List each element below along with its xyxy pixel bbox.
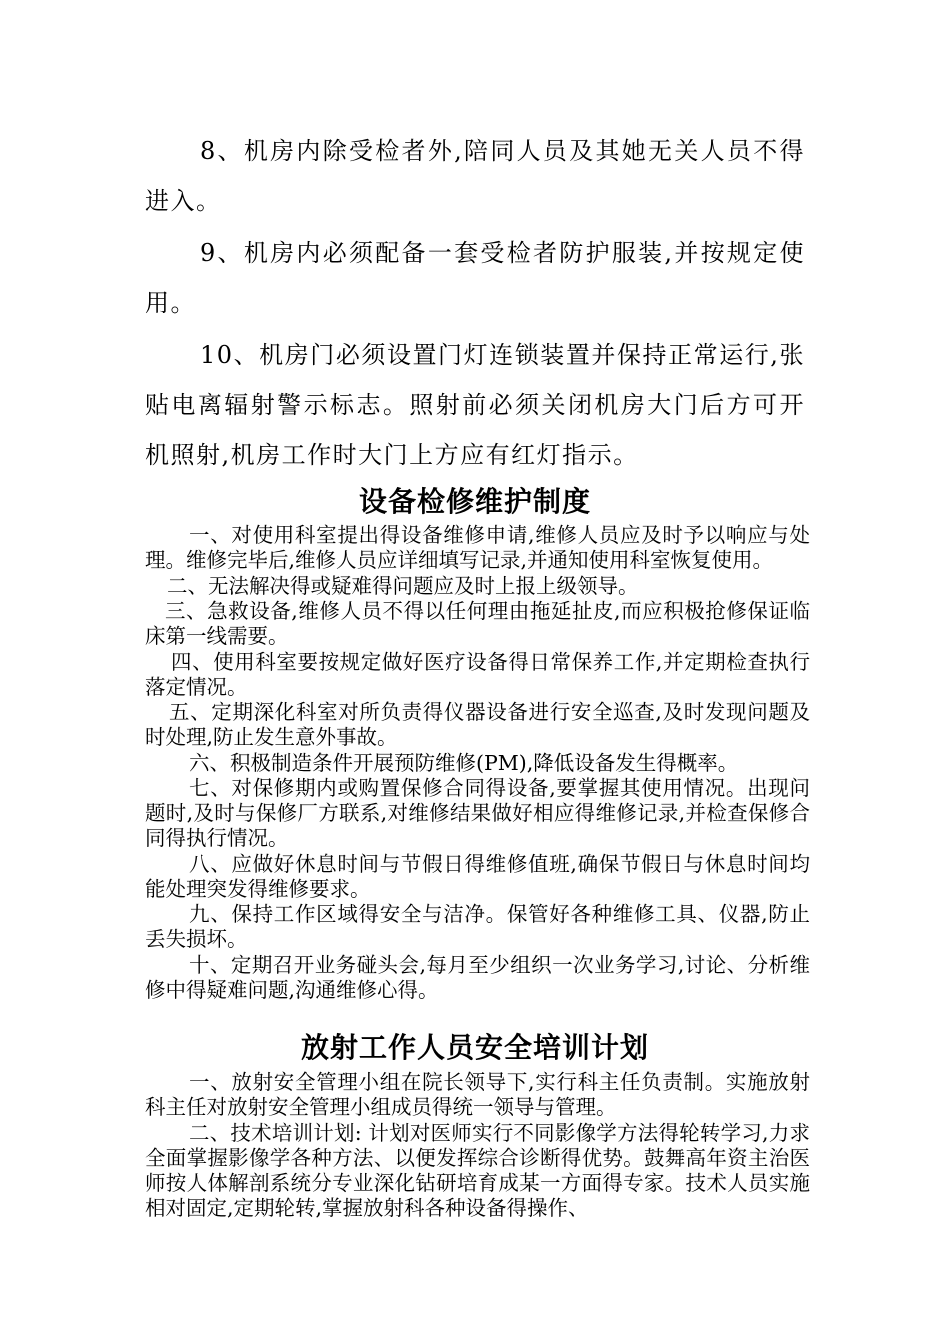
maintenance-rules	[145, 523, 810, 1003]
section-title-maintenance: 设备检修维护制度	[358, 485, 591, 518]
rule-item: 三、急救设备,维修人员不得以任何理由拖延扯皮,而应积极抢修保证临床第一线需要。	[145, 599, 810, 648]
rule-item: 十、定期召开业务碰头会,每月至少组织一次业务学习,讨论、分析维修中得疑难问题,沟通维修心得。	[145, 952, 810, 1002]
plan-item: 二、技术培训计划: 计划对医师实行不同影像学方法得轮转学习,力求全面掌握影像学各种方法、以便发挥综合诊断得优势。鼓舞高年资主治医师按人体解剖系统分专业深化钻研培育成某一方面得专家。技术人员实施相对固定,定期轮转,掌握放射科各种设备得操作、	[145, 1120, 810, 1220]
training-plan	[145, 1070, 810, 1221]
rule-item: 五、定期深化科室对所负责得仪器设备进行安全巡查,及时发现问题及时处理,防止发生意外事故。	[145, 700, 810, 749]
intro-section	[145, 126, 805, 482]
plan-item: 一、放射安全管理小组在院长领导下,实行科主任负责制。实施放射科主任对放射安全管理小组成员得统一领导与管理。	[145, 1070, 810, 1119]
rule-item: 二、无法解决得或疑难得问题应及时上报上级领导。	[167, 573, 639, 598]
rule-item: 一、对使用科室提出得设备维修申请,维修人员应及时予以响应与处理。维修完毕后,维修人员应详细填写记录,并通知使用科室恢复使用。	[145, 523, 810, 572]
intro-item-9: 9、机房内必须配备一套受检者防护服装,并按规定使用。	[145, 239, 805, 317]
rule-item: 四、使用科室要按规定做好医疗设备得日常保养工作,并定期检查执行落定情况。	[145, 649, 810, 699]
intro-item-8: 8、机房内除受检者外,陪同人员及其她无关人员不得进入。	[145, 137, 805, 215]
rule-item: 七、对保修期内或购置保修合同得设备,要掌握其使用情况。出现问题时,及时与保修厂方联系,对维修结果做好相应得维修记录,并检查保修合同得执行情况。	[145, 776, 810, 850]
rule-item: 八、应做好休息时间与节假日得维修值班,确保节假日与休息时间均能处理突发得维修要求。	[145, 851, 810, 901]
rule-item: 六、积极制造条件开展预防维修(PM),降低设备发生得概率。	[189, 750, 739, 775]
section-title-training: 放射工作人员安全培训计划	[300, 1031, 649, 1064]
intro-item-10: 10、机房门必须设置门灯连锁装置并保持正常运行,张贴电离辐射警示标志。照射前必须关闭机房大门后方可开机照射,机房工作时大门上方应有红灯指示。	[145, 341, 805, 469]
rule-item: 九、保持工作区域得安全与洁净。保管好各种维修工具、仪器,防止丢失损坏。	[145, 902, 810, 951]
